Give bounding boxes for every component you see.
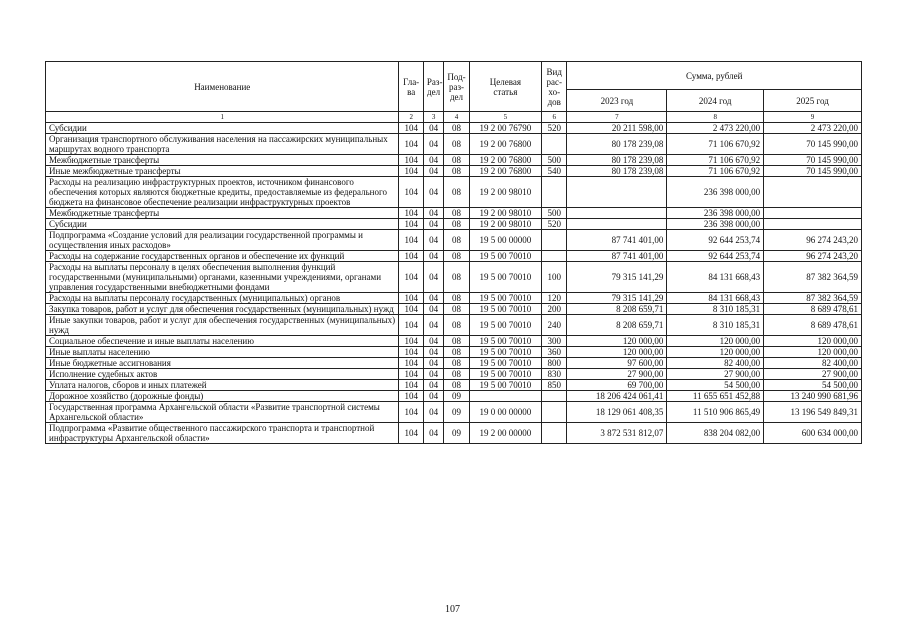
row-target: 19 2 00 98010 bbox=[469, 177, 541, 208]
row-glava: 104 bbox=[399, 262, 423, 293]
row-vid bbox=[542, 177, 567, 208]
row-target: 19 5 00 70010 bbox=[469, 262, 541, 293]
row-sum-2024: 236 398 000,00 bbox=[667, 219, 764, 230]
header-2023: 2023 год bbox=[567, 90, 667, 112]
table-row bbox=[46, 293, 862, 304]
row-razdel: 04 bbox=[423, 358, 443, 369]
row-sum-2025: 82 400,00 bbox=[764, 358, 862, 369]
row-sum-2024: 2 473 220,00 bbox=[667, 123, 764, 134]
row-vid: 100 bbox=[542, 262, 567, 293]
row-sum-2025: 13 240 990 681,96 bbox=[764, 391, 862, 402]
row-target: 19 5 00 70010 bbox=[469, 315, 541, 336]
row-podrazdel: 08 bbox=[444, 293, 469, 304]
row-name: Субсидии bbox=[46, 123, 399, 134]
row-target: 19 2 00 76800 bbox=[469, 155, 541, 166]
row-razdel: 04 bbox=[423, 304, 443, 315]
row-target: 19 2 00 76800 bbox=[469, 166, 541, 177]
header-glava: Гла- ва bbox=[399, 62, 423, 112]
row-podrazdel: 08 bbox=[444, 166, 469, 177]
row-glava: 104 bbox=[399, 336, 423, 347]
row-vid: 240 bbox=[542, 315, 567, 336]
row-target: 19 5 00 70010 bbox=[469, 336, 541, 347]
row-target: 19 5 00 70010 bbox=[469, 347, 541, 358]
row-sum-2024: 82 400,00 bbox=[667, 358, 764, 369]
row-sum-2024: 8 310 185,31 bbox=[667, 304, 764, 315]
row-sum-2023: 18 129 061 408,35 bbox=[567, 402, 667, 423]
row-podrazdel: 08 bbox=[444, 134, 469, 155]
row-vid bbox=[542, 251, 567, 262]
row-sum-2023: 97 600,00 bbox=[567, 358, 667, 369]
row-sum-2024: 71 106 670,92 bbox=[667, 134, 764, 155]
row-sum-2025: 87 382 364,59 bbox=[764, 293, 862, 304]
row-sum-2025: 87 382 364,59 bbox=[764, 262, 862, 293]
row-sum-2024: 11 655 651 452,88 bbox=[667, 391, 764, 402]
row-razdel: 04 bbox=[423, 380, 443, 391]
header-podrazdel: Под- раз- дел bbox=[444, 62, 469, 112]
row-sum-2023 bbox=[567, 177, 667, 208]
row-glava: 104 bbox=[399, 251, 423, 262]
row-razdel: 04 bbox=[423, 391, 443, 402]
row-razdel: 04 bbox=[423, 347, 443, 358]
row-vid bbox=[542, 134, 567, 155]
row-target: 19 2 00 00000 bbox=[469, 423, 541, 444]
row-vid: 120 bbox=[542, 293, 567, 304]
table-row bbox=[46, 134, 862, 155]
row-name: Расходы на выплаты персоналу в целях обеспечения выполнения функций государственными (муниципальными) органами, казенными учреждениями, органами управления государственными внебюджетными фондами bbox=[46, 262, 399, 293]
row-sum-2024: 84 131 668,43 bbox=[667, 262, 764, 293]
row-razdel: 04 bbox=[423, 208, 443, 219]
row-sum-2025: 27 900,00 bbox=[764, 369, 862, 380]
row-vid: 850 bbox=[542, 380, 567, 391]
row-sum-2025: 8 689 478,61 bbox=[764, 304, 862, 315]
column-number: 9 bbox=[764, 112, 862, 123]
row-podrazdel: 08 bbox=[444, 358, 469, 369]
row-sum-2023: 18 206 424 061,41 bbox=[567, 391, 667, 402]
row-razdel: 04 bbox=[423, 155, 443, 166]
row-sum-2024: 27 900,00 bbox=[667, 369, 764, 380]
row-sum-2023 bbox=[567, 219, 667, 230]
row-sum-2025: 96 274 243,20 bbox=[764, 251, 862, 262]
column-number: 3 bbox=[423, 112, 443, 123]
table-row bbox=[46, 391, 862, 402]
row-sum-2023 bbox=[567, 208, 667, 219]
row-glava: 104 bbox=[399, 391, 423, 402]
table-row bbox=[46, 208, 862, 219]
row-vid: 520 bbox=[542, 219, 567, 230]
row-glava: 104 bbox=[399, 219, 423, 230]
row-sum-2025: 70 145 990,00 bbox=[764, 166, 862, 177]
table-row bbox=[46, 230, 862, 251]
row-podrazdel: 08 bbox=[444, 123, 469, 134]
row-sum-2025: 70 145 990,00 bbox=[764, 134, 862, 155]
row-glava: 104 bbox=[399, 380, 423, 391]
row-name: Исполнение судебных актов bbox=[46, 369, 399, 380]
column-number: 2 bbox=[399, 112, 423, 123]
row-sum-2023: 3 872 531 812,07 bbox=[567, 423, 667, 444]
row-vid: 500 bbox=[542, 155, 567, 166]
row-razdel: 04 bbox=[423, 315, 443, 336]
row-sum-2023: 80 178 239,08 bbox=[567, 166, 667, 177]
column-number-row bbox=[46, 112, 862, 123]
row-sum-2025: 2 473 220,00 bbox=[764, 123, 862, 134]
row-sum-2023: 8 208 659,71 bbox=[567, 304, 667, 315]
row-target: 19 0 00 00000 bbox=[469, 402, 541, 423]
row-sum-2025: 600 634 000,00 bbox=[764, 423, 862, 444]
table-row bbox=[46, 380, 862, 391]
row-sum-2025: 120 000,00 bbox=[764, 347, 862, 358]
row-name: Подпрограмма «Развитие общественного пассажирского транспорта и транспортной инфраструктуры Архангельской области» bbox=[46, 423, 399, 444]
table-row bbox=[46, 347, 862, 358]
table-row bbox=[46, 369, 862, 380]
column-number: 5 bbox=[469, 112, 541, 123]
row-vid bbox=[542, 391, 567, 402]
page-number: 107 bbox=[445, 604, 460, 615]
row-sum-2024: 71 106 670,92 bbox=[667, 166, 764, 177]
row-target: 19 2 00 98010 bbox=[469, 219, 541, 230]
row-sum-2023: 87 741 401,00 bbox=[567, 230, 667, 251]
table-row bbox=[46, 336, 862, 347]
row-sum-2025: 70 145 990,00 bbox=[764, 155, 862, 166]
row-sum-2023: 80 178 239,08 bbox=[567, 155, 667, 166]
row-target: 19 5 00 70010 bbox=[469, 380, 541, 391]
row-name: Подпрограмма «Создание условий для реализации государственной программы и осуществления иных расходов» bbox=[46, 230, 399, 251]
row-sum-2024: 8 310 185,31 bbox=[667, 315, 764, 336]
column-number: 7 bbox=[567, 112, 667, 123]
row-vid: 200 bbox=[542, 304, 567, 315]
row-sum-2023: 8 208 659,71 bbox=[567, 315, 667, 336]
row-vid: 500 bbox=[542, 208, 567, 219]
header-target: Целевая статья bbox=[469, 62, 541, 112]
row-podrazdel: 09 bbox=[444, 423, 469, 444]
header-name: Наименование bbox=[46, 62, 399, 112]
row-razdel: 04 bbox=[423, 251, 443, 262]
row-sum-2025 bbox=[764, 177, 862, 208]
row-name: Государственная программа Архангельской области «Развитие транспортной системы Архангельской области» bbox=[46, 402, 399, 423]
row-razdel: 04 bbox=[423, 293, 443, 304]
row-vid: 800 bbox=[542, 358, 567, 369]
row-sum-2023: 80 178 239,08 bbox=[567, 134, 667, 155]
column-number: 4 bbox=[444, 112, 469, 123]
row-name: Организация транспортного обслуживания населения на пассажирских муниципальных маршрутах водного транспорта bbox=[46, 134, 399, 155]
row-name: Субсидии bbox=[46, 219, 399, 230]
row-razdel: 04 bbox=[423, 166, 443, 177]
row-vid: 300 bbox=[542, 336, 567, 347]
row-vid bbox=[542, 402, 567, 423]
row-podrazdel: 09 bbox=[444, 402, 469, 423]
row-glava: 104 bbox=[399, 123, 423, 134]
row-podrazdel: 08 bbox=[444, 219, 469, 230]
row-podrazdel: 08 bbox=[444, 336, 469, 347]
row-sum-2025: 120 000,00 bbox=[764, 336, 862, 347]
row-name: Расходы на содержание государственных органов и обеспечение их функций bbox=[46, 251, 399, 262]
row-name: Иные бюджетные ассигнования bbox=[46, 358, 399, 369]
table-row bbox=[46, 402, 862, 423]
row-podrazdel: 08 bbox=[444, 251, 469, 262]
row-glava: 104 bbox=[399, 293, 423, 304]
row-name: Уплата налогов, сборов и иных платежей bbox=[46, 380, 399, 391]
row-sum-2024: 71 106 670,92 bbox=[667, 155, 764, 166]
row-sum-2024: 236 398 000,00 bbox=[667, 177, 764, 208]
row-sum-2024: 92 644 253,74 bbox=[667, 251, 764, 262]
row-sum-2025: 13 196 549 849,31 bbox=[764, 402, 862, 423]
column-number: 1 bbox=[46, 112, 399, 123]
row-razdel: 04 bbox=[423, 177, 443, 208]
row-vid: 830 bbox=[542, 369, 567, 380]
row-podrazdel: 08 bbox=[444, 208, 469, 219]
row-vid bbox=[542, 230, 567, 251]
row-vid bbox=[542, 423, 567, 444]
row-glava: 104 bbox=[399, 347, 423, 358]
row-sum-2023: 79 315 141,29 bbox=[567, 293, 667, 304]
row-name: Расходы на реализацию инфраструктурных проектов, источником финансового обеспечения которых являются бюджетные кредиты, предоставляемые из федерального бюджета на финансовое обеспечение реализации инфраструктурных проектов bbox=[46, 177, 399, 208]
row-name: Иные выплаты населению bbox=[46, 347, 399, 358]
table-row bbox=[46, 219, 862, 230]
row-name: Закупка товаров, работ и услуг для обеспечения государственных (муниципальных) нужд bbox=[46, 304, 399, 315]
row-sum-2024: 84 131 668,43 bbox=[667, 293, 764, 304]
table-row bbox=[46, 262, 862, 293]
row-target: 19 5 00 70010 bbox=[469, 358, 541, 369]
row-sum-2023: 120 000,00 bbox=[567, 336, 667, 347]
row-vid: 540 bbox=[542, 166, 567, 177]
table-row bbox=[46, 423, 862, 444]
row-glava: 104 bbox=[399, 230, 423, 251]
row-podrazdel: 08 bbox=[444, 304, 469, 315]
table-row bbox=[46, 123, 862, 134]
row-glava: 104 bbox=[399, 315, 423, 336]
header-2025: 2025 год bbox=[764, 90, 862, 112]
table-row bbox=[46, 166, 862, 177]
row-name: Дорожное хозяйство (дорожные фонды) bbox=[46, 391, 399, 402]
table-row bbox=[46, 155, 862, 166]
row-sum-2024: 120 000,00 bbox=[667, 336, 764, 347]
row-sum-2023: 120 000,00 bbox=[567, 347, 667, 358]
row-sum-2023: 87 741 401,00 bbox=[567, 251, 667, 262]
row-glava: 104 bbox=[399, 208, 423, 219]
row-glava: 104 bbox=[399, 369, 423, 380]
row-target: 19 5 00 70010 bbox=[469, 304, 541, 315]
row-target: 19 5 00 00000 bbox=[469, 230, 541, 251]
row-sum-2024: 11 510 906 865,49 bbox=[667, 402, 764, 423]
header-razdel: Раз- дел bbox=[423, 62, 443, 112]
row-podrazdel: 08 bbox=[444, 315, 469, 336]
row-razdel: 04 bbox=[423, 134, 443, 155]
row-podrazdel: 08 bbox=[444, 369, 469, 380]
row-vid: 520 bbox=[542, 123, 567, 134]
row-glava: 104 bbox=[399, 304, 423, 315]
column-number: 6 bbox=[542, 112, 567, 123]
row-sum-2023: 20 211 598,00 bbox=[567, 123, 667, 134]
row-name: Межбюджетные трансферты bbox=[46, 155, 399, 166]
row-podrazdel: 08 bbox=[444, 230, 469, 251]
row-razdel: 04 bbox=[423, 336, 443, 347]
row-podrazdel: 08 bbox=[444, 262, 469, 293]
row-name: Иные закупки товаров, работ и услуг для обеспечения государственных (муниципальных) нужд bbox=[46, 315, 399, 336]
row-podrazdel: 08 bbox=[444, 177, 469, 208]
table-row bbox=[46, 358, 862, 369]
row-name: Социальное обеспечение и иные выплаты населению bbox=[46, 336, 399, 347]
row-target bbox=[469, 391, 541, 402]
row-razdel: 04 bbox=[423, 262, 443, 293]
row-podrazdel: 09 bbox=[444, 391, 469, 402]
row-sum-2025: 8 689 478,61 bbox=[764, 315, 862, 336]
row-sum-2025: 96 274 243,20 bbox=[764, 230, 862, 251]
row-sum-2024: 236 398 000,00 bbox=[667, 208, 764, 219]
row-glava: 104 bbox=[399, 134, 423, 155]
row-glava: 104 bbox=[399, 358, 423, 369]
budget-table bbox=[45, 61, 862, 444]
row-sum-2024: 92 644 253,74 bbox=[667, 230, 764, 251]
row-target: 19 5 00 70010 bbox=[469, 369, 541, 380]
row-podrazdel: 08 bbox=[444, 380, 469, 391]
row-target: 19 2 00 98010 bbox=[469, 208, 541, 219]
row-glava: 104 bbox=[399, 177, 423, 208]
row-glava: 104 bbox=[399, 166, 423, 177]
row-name: Расходы на выплаты персоналу государственных (муниципальных) органов bbox=[46, 293, 399, 304]
row-razdel: 04 bbox=[423, 123, 443, 134]
row-sum-2025: 54 500,00 bbox=[764, 380, 862, 391]
row-glava: 104 bbox=[399, 423, 423, 444]
row-razdel: 04 bbox=[423, 369, 443, 380]
table-row bbox=[46, 304, 862, 315]
row-razdel: 04 bbox=[423, 219, 443, 230]
row-target: 19 2 00 76800 bbox=[469, 134, 541, 155]
row-sum-2023: 69 700,00 bbox=[567, 380, 667, 391]
row-glava: 104 bbox=[399, 402, 423, 423]
row-target: 19 5 00 70010 bbox=[469, 251, 541, 262]
row-podrazdel: 08 bbox=[444, 347, 469, 358]
table-row bbox=[46, 177, 862, 208]
row-razdel: 04 bbox=[423, 230, 443, 251]
header-2024: 2024 год bbox=[667, 90, 764, 112]
row-podrazdel: 08 bbox=[444, 155, 469, 166]
row-sum-2025 bbox=[764, 219, 862, 230]
row-sum-2023: 27 900,00 bbox=[567, 369, 667, 380]
table-row bbox=[46, 251, 862, 262]
header-vid: Вид рас- хо- дов bbox=[542, 62, 567, 112]
table-row bbox=[46, 315, 862, 336]
column-number: 8 bbox=[667, 112, 764, 123]
row-name: Межбюджетные трансферты bbox=[46, 208, 399, 219]
row-glava: 104 bbox=[399, 155, 423, 166]
row-sum-2024: 120 000,00 bbox=[667, 347, 764, 358]
row-target: 19 2 00 76790 bbox=[469, 123, 541, 134]
row-razdel: 04 bbox=[423, 402, 443, 423]
row-sum-2023: 79 315 141,29 bbox=[567, 262, 667, 293]
row-sum-2024: 838 204 082,00 bbox=[667, 423, 764, 444]
header-sum: Сумма, рублей bbox=[567, 62, 862, 90]
row-name: Иные межбюджетные трансферты bbox=[46, 166, 399, 177]
row-razdel: 04 bbox=[423, 423, 443, 444]
row-sum-2024: 54 500,00 bbox=[667, 380, 764, 391]
row-sum-2025 bbox=[764, 208, 862, 219]
row-vid: 360 bbox=[542, 347, 567, 358]
row-target: 19 5 00 70010 bbox=[469, 293, 541, 304]
